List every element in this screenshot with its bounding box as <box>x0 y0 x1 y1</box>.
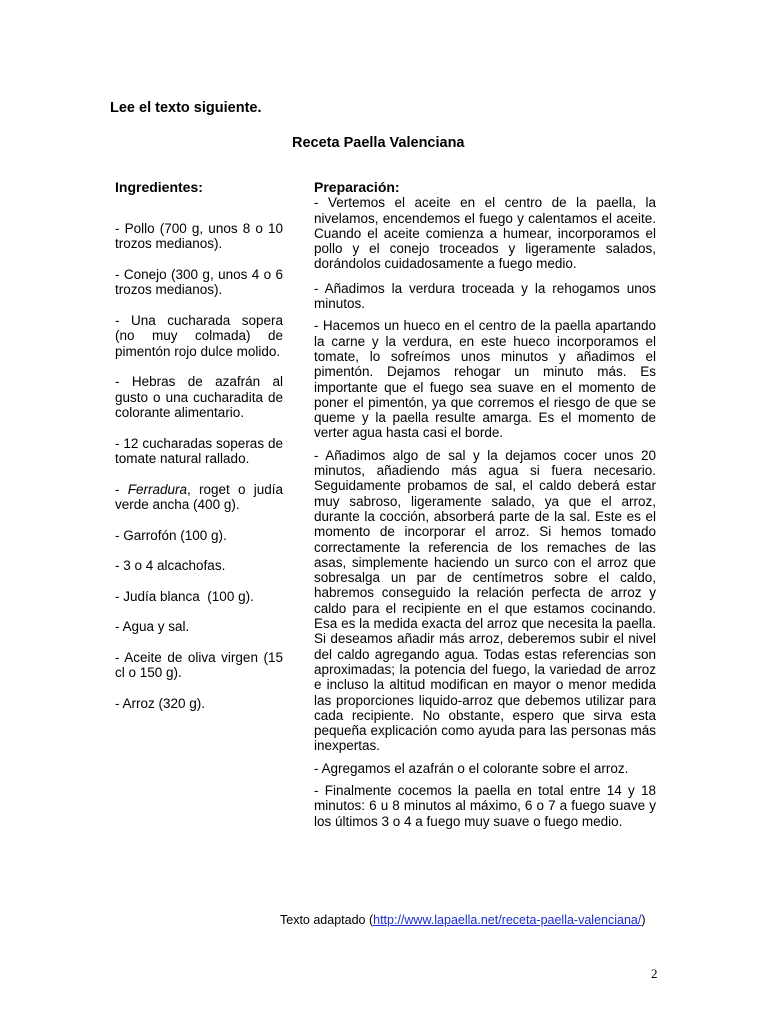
ingredient-item: - Aceite de oliva virgen (15 cl o 150 g). <box>115 649 283 680</box>
ingredient-list <box>115 221 283 712</box>
ingredient-item: - 3 o 4 alcachofas. <box>115 558 226 573</box>
recipe-title: Receta Paella Valenciana <box>292 135 465 151</box>
preparation-heading: Preparación: <box>314 179 400 195</box>
preparation-step: - Vertemos el aceite en el centro de la paella, la nivelamos, encendemos el fuego y calentamos el aceite. Cuando el aceite comienza a humear, incorporamos el pollo y el conejo troceados y ligeramente salados, dorándolos cuidadosamente a fuego medio. <box>314 195 656 272</box>
ingredient-item: - Arroz (320 g). <box>115 695 206 711</box>
instruction-text: Lee el texto siguiente. <box>110 100 262 116</box>
ingredient-item <box>115 482 283 513</box>
ingredient-emphasis: Ferradura <box>127 481 188 497</box>
source-prefix: Texto adaptado ( <box>280 913 374 927</box>
preparation-step: - Finalmente cocemos la paella en total entre 14 y 18 minutos: 6 u 8 minutos al máximo, 6 o 7 a fuego suave y los últimos 3 o 4 a fuego muy suave o fuego medio. <box>314 782 656 829</box>
ingredient-prefix: - <box>115 481 128 497</box>
page-number: 2 <box>651 966 658 981</box>
preparation-column <box>314 180 656 836</box>
ingredient-item: - Judía blanca (100 g). <box>115 588 254 604</box>
ingredient-rest: , roget o judía verde ancha (400 g). <box>115 481 284 512</box>
ingredient-item: - Garrofón (100 g). <box>115 527 227 543</box>
preparation-step: - Agregamos el azafrán o el colorante sobre el arroz. <box>314 760 629 776</box>
ingredient-item: - 12 cucharadas soperas de tomate natural rallado. <box>115 435 283 466</box>
source-link[interactable]: http://www.lapaella.net/receta-paella-valenciana/ <box>373 913 642 927</box>
ingredient-item: - Hebras de azafrán al gusto o una cucharadita de colorante alimentario. <box>115 374 283 420</box>
preparation-step: - Añadimos la verdura troceada y la rehogamos unos minutos. <box>314 280 656 312</box>
ingredient-item: - Una cucharada sopera (no muy colmada) de pimentón rojo dulce molido. <box>115 312 283 359</box>
ingredients-column <box>115 180 283 726</box>
ingredient-item: - Agua y sal. <box>115 619 190 634</box>
preparation-step: - Añadimos algo de sal y la dejamos cocer unos 20 minutos, añadiendo más agua si fuera necesario. Seguidamente probamos de sal, el caldo deberá estar muy sabroso, ligeramente salado, ya que el arroz, durante la cocción, absorberá parte de la sal. Este es el momento de incorporar el arroz. Si hemos tomado correctamente la referencia de los remaches de las asas, simplemente haciendo un surco con el arroz que sobresalga un par de centímetros sobre el caldo, habremos conseguido la relación perfecta de arroz y caldo para el recipiente en el que estamos cocinando. Esa es la medida exacta del arroz que necesita la paella. Si deseamos añadir más arroz, deberemos subir el nivel del caldo agregando agua. Todas estas referencias son aproximadas; la potencia del fuego, la variedad de arroz e incluso la altitud modifican en mayor o menor medida las proporciones liquido-arroz que debemos utilizar para cada recipiente. No obstante, espero que sirva esta pequeña explicación como ayuda para las personas más inexpertas. <box>314 447 656 754</box>
preparation-step: - Hacemos un hueco en el centro de la paella apartando la carne y la verdura, en este hueco incorporamos el tomate, lo sofreímos unos minutos y añadimos el pimentón. Dejamos rehogar un minuto más. Es importante que el fuego sea suave en el momento de poner el pimentón, ya que corremos el riesgo de que se queme y la paella resulte amarga. Es el momento de verter agua hasta casi el borde. <box>314 318 656 441</box>
source-suffix: ) <box>641 913 646 927</box>
ingredients-heading: Ingredientes: <box>115 179 203 195</box>
preparation-steps <box>314 195 656 829</box>
source-citation <box>280 913 646 927</box>
ingredient-item: - Conejo (300 g, unos 4 o 6 trozos medianos). <box>115 266 283 297</box>
ingredient-item: - Pollo (700 g, unos 8 o 10 trozos medianos). <box>115 220 283 251</box>
